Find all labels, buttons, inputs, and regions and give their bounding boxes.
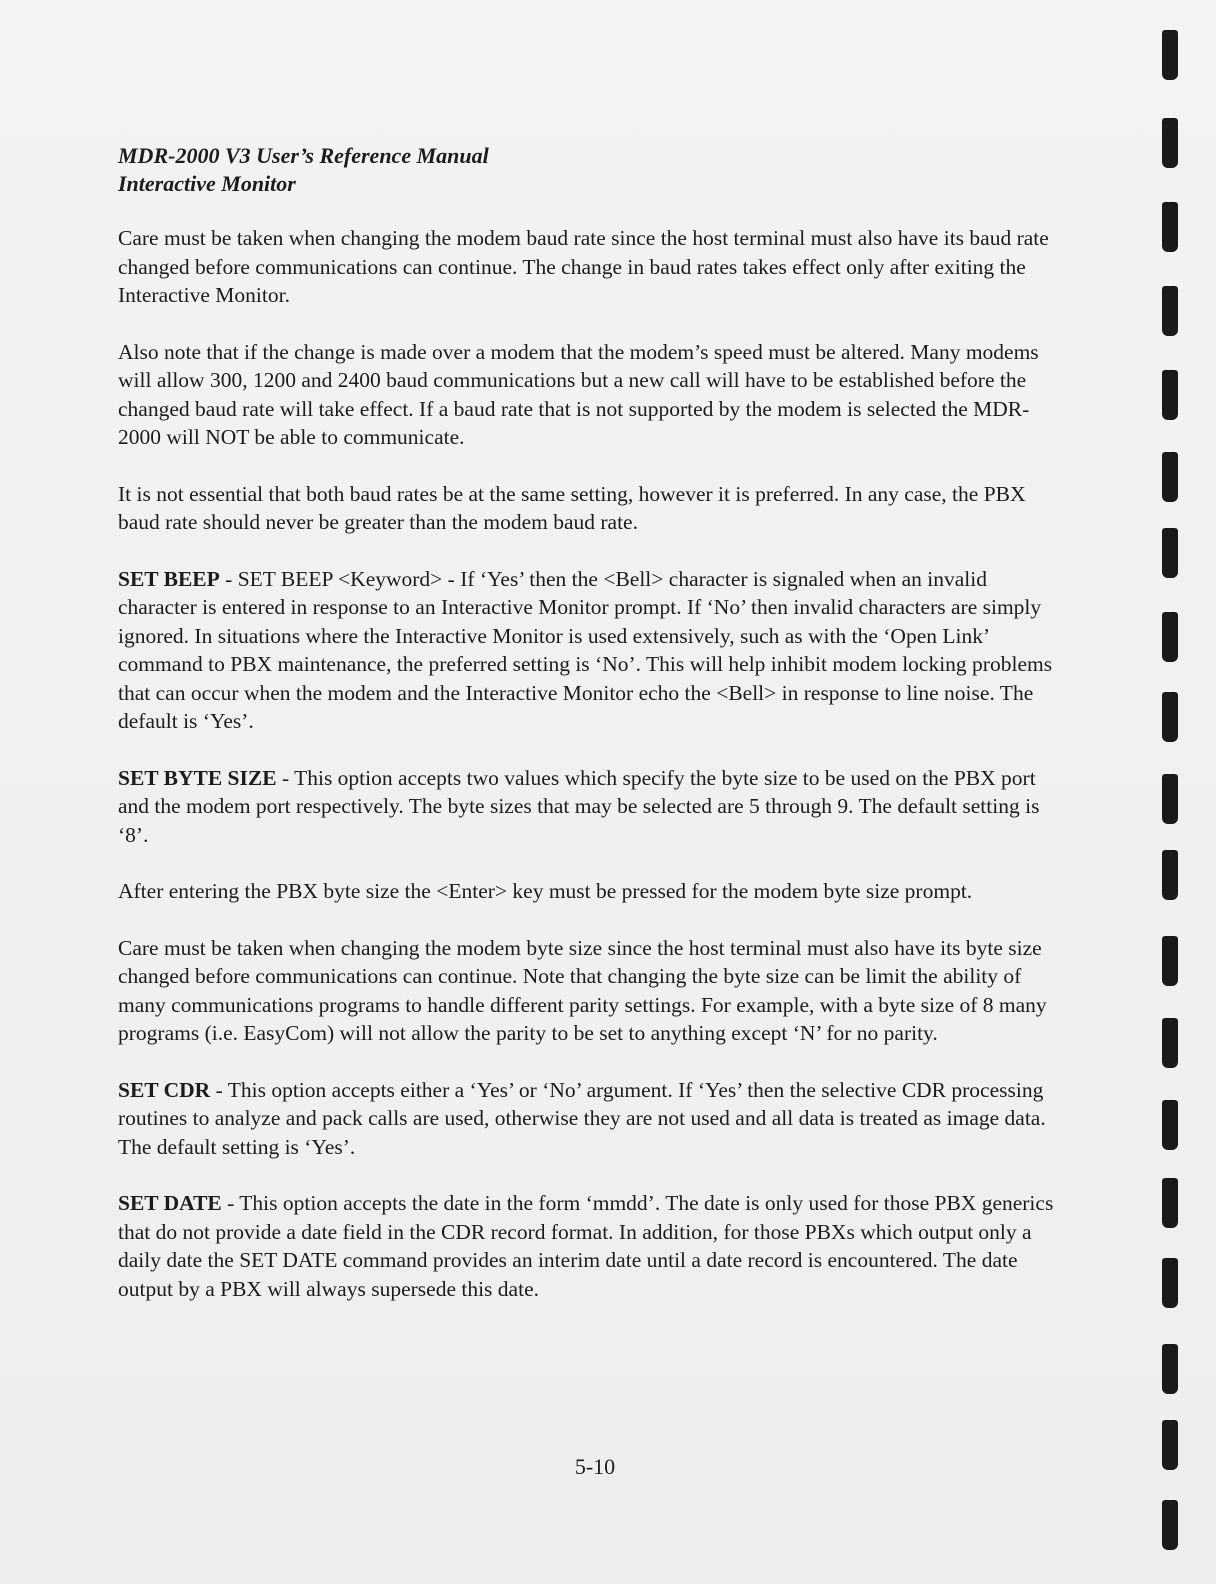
binder-hole-icon — [1162, 528, 1178, 578]
binder-hole-icon — [1162, 850, 1178, 900]
binder-holes — [1160, 0, 1200, 1584]
binder-hole-icon — [1162, 1258, 1178, 1308]
term-set-beep: SET BEEP — [118, 566, 220, 591]
paragraph-set-cdr — [118, 1076, 1068, 1162]
paragraph-text: Care must be taken when changing the modem baud rate since the host terminal must also have its baud rate changed before communications can continue. The change in baud rates takes effect only after exiting the Interactive Monitor. — [118, 226, 1049, 307]
paragraph-baud-essential — [118, 480, 1068, 537]
binder-hole-icon — [1162, 1344, 1178, 1394]
binder-hole-icon — [1162, 774, 1178, 824]
paragraph-text: - This option accepts either a ‘Yes’ or ‘No’ argument. If ‘Yes’ then the selective CDR processing routines to analyze and pack calls are used, otherwise they are not used and all data is treated as image data. The default setting is ‘Yes’. — [118, 1077, 1046, 1159]
paragraph-text: Care must be taken when changing the modem byte size since the host terminal must also have its byte size changed before communications can continue. Note that changing the byte size can be limit the ability of many communications programs to handle different parity settings. For example, with a byte size of 8 many programs (i.e. EasyCom) will not allow the parity to be set to anything except ‘N’ for no parity. — [118, 935, 1047, 1045]
term-set-cdr: SET CDR — [118, 1077, 211, 1102]
binder-hole-icon — [1162, 370, 1178, 420]
paragraph-baud-modem — [118, 338, 1068, 452]
body-text — [118, 224, 1068, 1331]
binder-hole-icon — [1162, 1100, 1178, 1150]
binder-hole-icon — [1162, 1178, 1178, 1228]
binder-hole-icon — [1162, 118, 1178, 168]
paragraph-byte-care — [118, 934, 1068, 1048]
binder-hole-icon — [1162, 286, 1178, 336]
binder-hole-icon — [1162, 30, 1178, 80]
binder-hole-icon — [1162, 692, 1178, 742]
page-header — [118, 142, 489, 198]
binder-hole-icon — [1162, 612, 1178, 662]
binder-hole-icon — [1162, 1420, 1178, 1470]
binder-hole-icon — [1162, 1500, 1178, 1550]
paragraph-text: - This option accepts the date in the form ‘mmdd’. The date is only used for those PBX generics that do not provide a date field in the CDR record format. In addition, for those PBXs which output only a daily date the SET DATE command provides an interim date until a date record is encountered. The date output by a PBX will always supersede this date. — [118, 1191, 1054, 1301]
page-number: 5-10 — [574, 1454, 616, 1479]
paragraph-byte-enter — [118, 877, 1068, 906]
paragraph-text: Also note that if the change is made over a modem that the modem’s speed must be altered. Many modems will allow 300, 1200 and 2400 baud communications but a new call will have to be established before the changed baud rate will take effect. If a baud rate that is not supported by the modem is selected the MDR-2000 will NOT be able to communicate. — [118, 339, 1039, 449]
paragraph-text: It is not essential that both baud rates be at the same setting, however it is preferred. In any case, the PBX baud rate should never be greater than the modem baud rate. — [118, 481, 1026, 534]
manual-title: MDR-2000 V3 User’s Reference Manual — [118, 143, 489, 168]
binder-hole-icon — [1162, 1018, 1178, 1068]
paragraph-text: - SET BEEP <Keyword> - If ‘Yes’ then the <Bell> character is signaled when an invalid character is entered in response to an Interactive Monitor prompt. If ‘No’ then invalid characters are simply ignored. In situations where the Interactive Monitor is used extensively, such as with the ‘Open Link’ command to PBX maintenance, the preferred setting is ‘No’. This will help inhibit modem locking problems that can occur when the modem and the Interactive Monitor echo the <Bell> in response to line noise. The default is ‘Yes’. — [118, 566, 1053, 733]
paragraph-text: - This option accepts two values which specify the byte size to be used on the PBX port and the modem port respectively. The byte sizes that may be selected are 5 through 9. The default setting is ‘8’. — [118, 765, 1040, 847]
binder-hole-icon — [1162, 936, 1178, 986]
paragraph-baud-care — [118, 224, 1068, 310]
paragraph-set-byte-size — [118, 764, 1068, 850]
term-set-date: SET DATE — [118, 1191, 222, 1215]
paragraph-set-beep — [118, 565, 1068, 736]
section-title: Interactive Monitor — [118, 171, 296, 196]
binder-hole-icon — [1162, 452, 1178, 502]
paragraph-set-date — [118, 1189, 1068, 1303]
paragraph-text: After entering the PBX byte size the <Enter> key must be pressed for the modem byte size prompt. — [118, 879, 973, 903]
binder-hole-icon — [1162, 202, 1178, 252]
term-set-byte-size: SET BYTE SIZE — [118, 765, 277, 790]
